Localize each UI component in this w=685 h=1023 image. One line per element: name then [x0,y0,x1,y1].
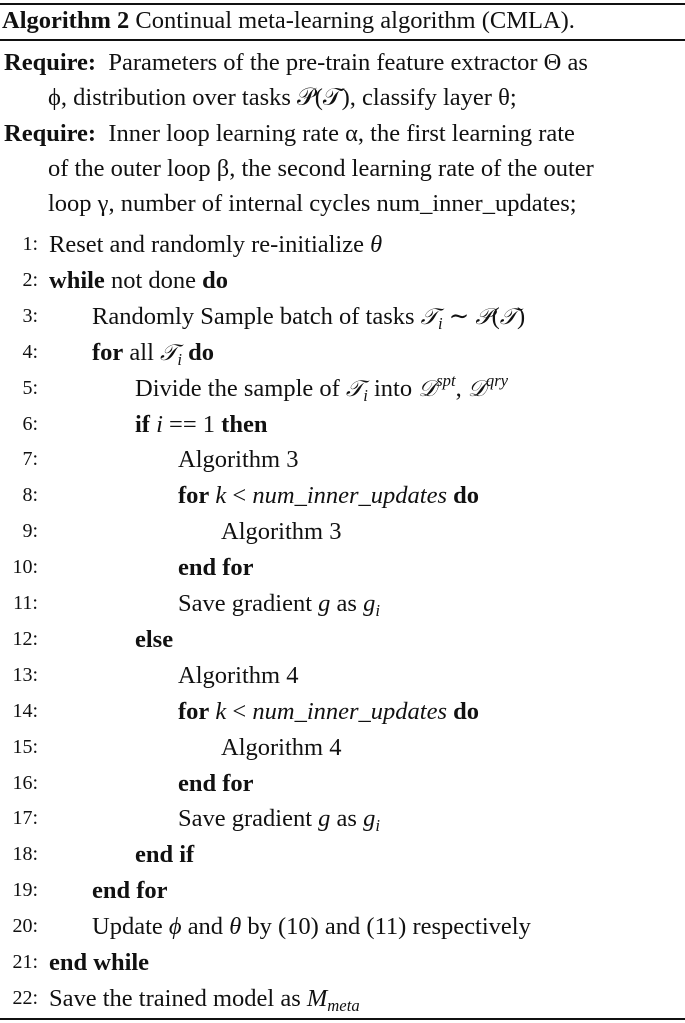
line-token: end while [49,949,150,976]
line-number: 21: [12,951,38,973]
line-token: g [318,590,331,617]
require-line [4,45,588,80]
line-token: Save gradient [178,590,319,617]
line-token: num_inner_updates [252,697,447,725]
line-token: into [367,374,419,402]
line-token: all [123,338,161,366]
line-token: 𝒟 [467,375,486,402]
line-number: 4: [22,340,38,363]
require-continuation: ϕ, distribution over tasks 𝒫(𝒯), classify layer θ; [48,84,517,111]
line-token: θ [229,913,242,941]
require-text: Parameters of the pre-train feature extractor Θ as [108,49,588,76]
line-token: not done [104,266,203,294]
line-number: 7: [22,448,38,471]
line-token: qry [485,371,509,391]
line-text [49,945,149,980]
line-token: i [363,385,368,405]
line-token: while [49,266,105,294]
line-token: do [188,338,214,366]
line-token: ) [517,302,526,330]
line-text [135,837,194,872]
line-token: g [363,805,376,833]
line-text [92,909,531,944]
line-text [178,586,380,621]
line-token: 𝒯 [345,375,364,402]
line-token: Save gradient [178,805,319,833]
line-token: 𝒯 [160,339,178,366]
line-text [221,730,341,765]
line-token: ∼ [442,302,476,330]
line-text [221,514,341,549]
line-token: do [202,266,229,294]
line-number: 2: [22,268,38,291]
line-token: Algorithm 3 [178,446,299,474]
require-text: Inner loop learning rate α, the first learning rate [108,120,575,147]
line-text [178,658,298,693]
require-block-1 [4,45,588,115]
require-keyword: Require: [4,49,97,76]
line-token: 𝒟 [418,375,437,402]
line-text [135,622,173,657]
line-token: else [135,625,174,653]
caption-text: Continual meta-learning algorithm (CMLA). [135,7,575,34]
line-token: i [375,600,380,620]
line-token: Algorithm 4 [221,733,342,761]
line-token: as [330,805,364,833]
line-text [92,299,525,335]
line-number: 13: [12,663,38,686]
line-token: θ [370,231,383,258]
line-number: 18: [12,843,38,866]
line-token: k [215,697,227,725]
line-number: 8: [22,484,38,507]
line-token: < [226,697,253,725]
line-token: Divide the sample of [135,374,346,402]
require-line [4,116,594,151]
require-continuation: loop γ, number of internal cycles num_inner_updates; [48,190,577,217]
line-token: ( [491,302,500,330]
line-text [92,873,168,908]
line-number: 17: [12,807,38,830]
line-token: Update [92,913,169,941]
bottom-rule [0,1018,685,1020]
line-token: and [181,913,230,941]
line-token: do [453,697,480,725]
caption-label: Algorithm 2 [2,7,130,34]
line-number: 19: [12,879,38,902]
line-token: if [135,410,150,438]
line-token: spt [436,371,456,391]
caption-rule [0,39,685,41]
line-number: 10: [12,556,38,579]
line-number: 22: [12,986,38,1009]
line-text [178,478,479,513]
require-continuation: of the outer loop β, the second learning rate of the outer [48,155,594,182]
line-number: 1: [22,233,38,255]
line-text [92,335,214,371]
line-token: g [318,805,331,833]
line-token: < [226,482,253,510]
line-token: end if [135,841,195,869]
line-number: 15: [12,735,38,758]
line-text [49,981,360,1016]
line-token: k [215,482,227,510]
line-token: for [178,697,210,725]
line-token: i [375,816,380,836]
line-token: for [178,482,210,510]
line-number: 6: [22,412,38,435]
line-number: 9: [22,520,38,543]
line-text [49,263,228,298]
line-token: then [221,410,268,438]
line-token: meta [327,995,360,1015]
line-token: i [156,410,163,438]
line-text [178,801,380,836]
line-text [49,227,382,262]
algorithm-caption [2,4,575,38]
line-token: Reset and randomly re-initialize [49,231,371,258]
line-token: , [455,374,468,402]
line-token: == 1 [162,410,222,438]
line-token: Save the trained model as [49,984,307,1012]
line-token: num_inner_updates [252,482,447,510]
line-token: M [306,984,328,1012]
line-token: Algorithm 3 [221,518,342,546]
line-number: 14: [12,699,38,722]
line-number: 20: [12,915,38,938]
line-token: ϕ [168,913,182,941]
line-token: end for [178,769,254,797]
line-number: 11: [13,592,38,614]
line-text [178,694,479,729]
line-text [135,407,267,442]
line-token: 𝒯 [420,303,438,330]
line-token: end for [178,554,254,582]
line-number: 16: [12,771,38,794]
line-text [135,371,508,407]
line-token: Randomly Sample batch of tasks [92,302,421,330]
line-token: g [363,590,376,617]
line-text [178,550,254,585]
line-token: as [330,590,364,617]
line-text [178,766,254,801]
line-number: 5: [22,376,38,399]
require-keyword: Require: [4,120,97,147]
require-block-2 [4,116,594,221]
line-token: do [453,482,480,510]
line-token: i [177,349,182,369]
line-token: 𝒫 [475,303,492,330]
line-token: 𝒯 [499,303,518,330]
line-number: 3: [22,304,38,327]
line-text [178,442,298,477]
line-token: for [92,338,124,366]
line-token: Algorithm 4 [178,661,299,689]
line-token: i [437,313,443,333]
line-token: by (10) and (11) respectively [241,913,531,941]
line-number: 12: [12,627,38,650]
line-token: end for [92,877,168,905]
